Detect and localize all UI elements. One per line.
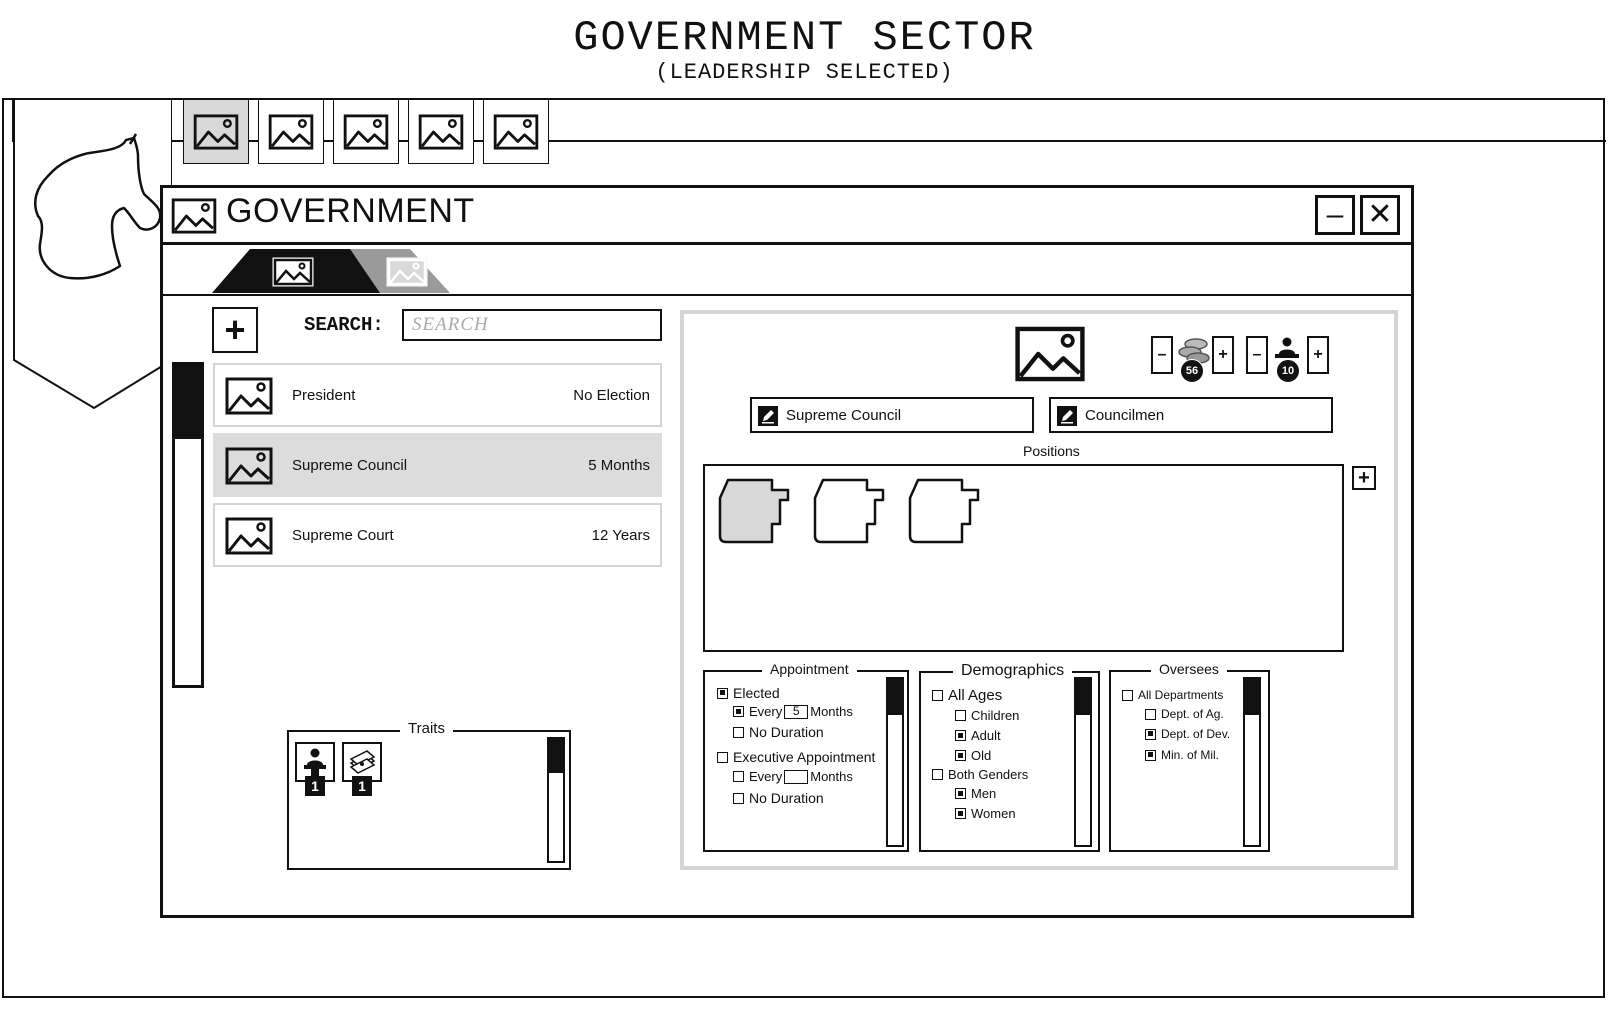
top-tab-2[interactable] [258,99,324,164]
months-label: Months [810,704,853,719]
edit-icon [758,406,778,426]
men-checkbox[interactable] [955,788,966,799]
women-label: Women [971,806,1016,821]
subtab-divider [160,294,1414,296]
appointment-legend: Appointment [762,661,857,677]
no-duration-checkbox[interactable] [733,727,744,738]
member-name-field[interactable] [1049,397,1333,433]
subtab-inactive-icon [387,258,427,286]
list-item-president[interactable] [213,363,662,427]
elected-option[interactable] [717,685,780,701]
appointment-scrollbar[interactable] [886,677,904,847]
image-icon [193,114,239,150]
horse-shield-logo [12,98,172,410]
search-label: SEARCH: [304,314,384,336]
all-departments-option[interactable] [1122,688,1223,702]
image-icon [268,114,314,150]
demographics-scrollbar[interactable] [1074,677,1092,847]
all-ages-option[interactable] [932,687,1002,704]
item-name: Supreme Council [292,457,408,474]
item-term: No Election [573,387,650,404]
min-mil-checkbox[interactable] [1145,750,1156,761]
item-term: 5 Months [588,457,650,474]
position-image-icon[interactable] [1014,326,1086,382]
dept-ag-checkbox[interactable] [1145,709,1156,720]
close-button[interactable]: ✕ [1360,195,1400,235]
dept-ag-option[interactable] [1145,707,1224,721]
all-ages-label: All Ages [948,687,1003,704]
coins-minus-button[interactable]: – [1151,336,1173,374]
scrollbar-thumb[interactable] [1245,679,1259,715]
executive-every-checkbox[interactable] [733,771,744,782]
image-icon [493,114,539,150]
image-icon [225,377,273,415]
children-option[interactable] [955,708,1019,723]
adult-option[interactable] [955,728,1001,743]
item-name: Supreme Court [292,527,394,544]
list-item-supreme-council[interactable] [213,433,662,497]
position-slot-1[interactable] [716,478,790,544]
scrollbar-thumb[interactable] [175,365,201,439]
people-value: 10 [1276,359,1300,383]
image-icon [343,114,389,150]
no-duration-label: No Duration [749,790,824,806]
list-scrollbar[interactable] [172,362,204,688]
men-label: Men [971,786,997,801]
item-term: 12 Years [591,527,650,544]
women-checkbox[interactable] [955,808,966,819]
all-departments-checkbox[interactable] [1122,690,1133,701]
search-input[interactable] [402,309,662,341]
scrollbar-thumb[interactable] [549,739,563,773]
no-duration-label: No Duration [749,724,824,740]
executive-no-duration-option[interactable] [733,790,824,806]
page-subtitle: (LEADERSHIP SELECTED) [655,60,954,85]
min-mil-label: Min. of Mil. [1161,748,1220,762]
elected-checkbox[interactable] [717,688,728,699]
children-checkbox[interactable] [955,710,966,721]
window-title: GOVERNMENT [226,192,475,230]
executive-every-option[interactable] [733,769,853,784]
minimize-button[interactable]: – [1315,195,1355,235]
coins-plus-button[interactable]: + [1212,336,1234,374]
every-label: Every [749,769,783,784]
top-tab-4[interactable] [408,99,474,164]
leader-icon [302,747,328,777]
window-icon [170,198,218,234]
member-name-value: Councilmen [1085,407,1165,424]
traits-scrollbar[interactable] [547,737,565,863]
image-icon [225,447,273,485]
executive-label: Executive Appointment [733,749,876,765]
both-genders-label: Both Genders [948,767,1029,782]
old-checkbox[interactable] [955,750,966,761]
old-label: Old [971,748,992,763]
both-genders-checkbox[interactable] [932,769,943,780]
elected-every-checkbox[interactable] [733,706,744,717]
no-duration-checkbox[interactable] [733,793,744,804]
trait-count: 1 [305,776,325,796]
months-label: Months [810,769,853,784]
every-months-input[interactable]: 5 [784,705,808,719]
people-minus-button[interactable]: – [1246,336,1268,374]
body-name-field[interactable] [750,397,1034,433]
page-title: GOVERNMENT SECTOR [573,14,1036,62]
people-plus-button[interactable]: + [1307,336,1329,374]
subtab-active-icon [273,258,313,286]
demographics-legend: Demographics [953,662,1072,680]
position-slot-3[interactable] [906,478,980,544]
trait-count: 1 [352,776,372,796]
traits-legend: Traits [400,720,453,737]
image-icon [418,114,464,150]
oversees-scrollbar[interactable] [1243,677,1261,847]
adult-label: Adult [971,728,1001,743]
executive-months-input[interactable] [784,770,808,784]
every-label: Every [749,704,783,719]
children-label: Children [971,708,1020,723]
all-departments-label: All Departments [1138,688,1224,702]
dept-ag-label: Dept. of Ag. [1161,707,1224,721]
executive-checkbox[interactable] [717,752,728,763]
positions-box [703,464,1344,652]
top-tab-1[interactable] [183,99,249,164]
all-ages-checkbox[interactable] [932,690,943,701]
elected-no-duration-option[interactable] [733,724,824,740]
image-icon [225,517,273,555]
list-item-supreme-court[interactable] [213,503,662,567]
scrollbar-thumb[interactable] [888,679,902,715]
positions-label: Positions [1023,443,1080,459]
money-icon [347,749,377,775]
positions-add-button[interactable]: + [1352,466,1376,490]
women-option[interactable] [955,806,1016,821]
position-slot-2[interactable] [811,478,885,544]
body-name-value: Supreme Council [786,407,902,424]
executive-option[interactable] [717,749,875,765]
men-option[interactable] [955,786,996,801]
dept-dev-label: Dept. of Dev. [1161,727,1231,741]
subtab-strip [210,247,500,295]
top-tab-3[interactable] [333,99,399,164]
old-option[interactable] [955,748,991,763]
add-position-button[interactable]: + [212,307,258,353]
coins-value: 56 [1180,359,1204,383]
dept-dev-checkbox[interactable] [1145,729,1156,740]
item-name: President [292,387,356,404]
scrollbar-thumb[interactable] [1076,679,1090,715]
top-tab-5[interactable] [483,99,549,164]
edit-icon [1057,406,1077,426]
elected-every-option[interactable] [733,704,853,719]
both-genders-option[interactable] [932,767,1028,782]
oversees-legend: Oversees [1151,661,1227,677]
adult-checkbox[interactable] [955,730,966,741]
elected-label: Elected [733,685,780,701]
dept-dev-option[interactable] [1145,727,1230,741]
min-mil-option[interactable] [1145,748,1219,762]
